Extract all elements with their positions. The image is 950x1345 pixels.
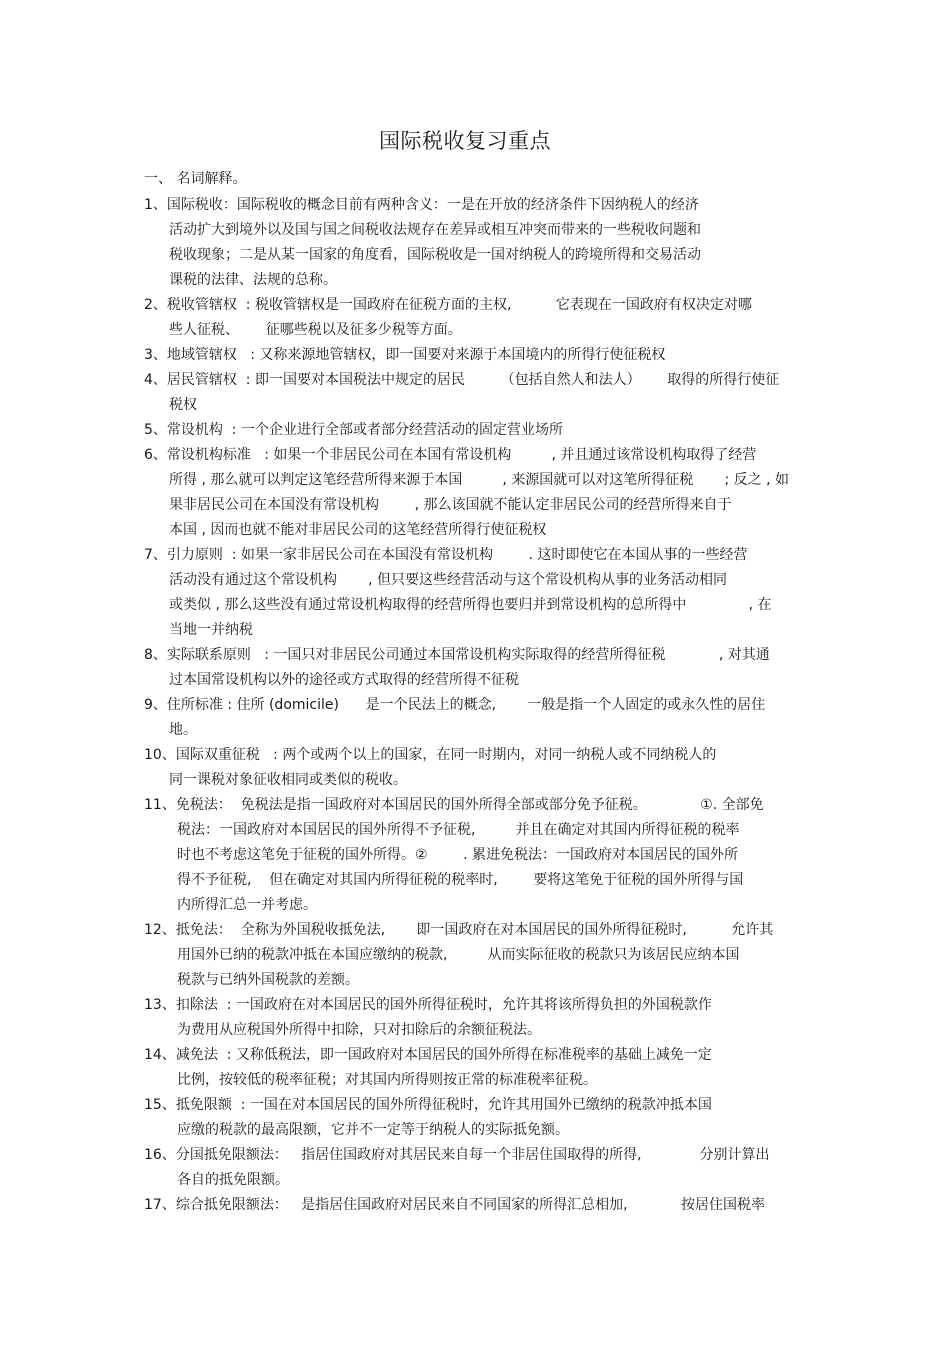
definition-text-line: 得不予征税, 但在确定对其国内所得征税的税率时, 要将这笔免于征税的国外所得与国: [177, 872, 744, 888]
definition-item: [144, 443, 804, 543]
definition-term-line: 7、引力原则 : 如果一家非居民公司在本国没有常设机构 . 这时即使它在本国从事的一些经营: [144, 547, 748, 563]
definition-term-line: 8、实际联系原则 : 一国只对非居民公司通过本国常设机构实际取得的经营所得征税 , 对其通: [144, 647, 770, 663]
definition-term-line: 4、居民管辖权 : 即一国要对本国税法中规定的居民 （包括自然人和法人） 取得的所得行使征: [144, 372, 780, 388]
definition-term-line: 11、免税法： 免税法是指一国政府对本国居民的国外所得全部或部分免予征税。 ①. 全部免: [144, 797, 764, 813]
definition-text-line: 活动扩大到境外以及国与国之间税收法规存在差异或相互冲突而带来的一些税收问题和: [169, 222, 701, 238]
section-heading: 一、 名词解释。: [144, 171, 247, 187]
definition-term-line: 1、国际税收：国际税收的概念目前有两种含义：一是在开放的经济条件下因纳税人的经济: [144, 197, 699, 213]
definition-item: [144, 1143, 804, 1193]
definition-item: [144, 743, 804, 793]
definition-term-line: 17、综合抵免限额法： 是指居住国政府对居民来自不同国家的所得汇总相加, 按居住国税率: [144, 1197, 766, 1213]
definition-item: [144, 1043, 804, 1093]
definition-item: [144, 1093, 804, 1143]
definition-text-line: 税权: [169, 397, 197, 413]
definition-text-line: 用国外已纳的税款冲抵在本国应缴纳的税款, 从而实际征收的税款只为该居民应纳本国: [177, 947, 740, 963]
document-title: 国际税收复习重点: [379, 129, 551, 153]
definition-term-line: 10、国际双重征税 : 两个或两个以上的国家，在同一时期内，对同一纳税人或不同纳税人的: [144, 747, 717, 763]
definition-text-line: 应缴的税款的最高限额，它并不一定等于纳税人的实际抵免额。: [177, 1122, 569, 1138]
definition-text-line: 为费用从应税国外所得中扣除，只对扣除后的余额征税法。: [177, 1022, 541, 1038]
definition-term-line: 9、住所标准 : 住所 (domicile) 是一个民法上的概念, 一般是指一个人固定的或永久性的居住: [144, 697, 766, 713]
definition-item: [144, 368, 804, 418]
definition-term-line: 12、抵免法： 全称为外国税收抵免法, 即一国政府在对本国居民的国外所得征税时, 允许其: [144, 922, 774, 938]
definition-text-line: 时也不考虑这笔免于征税的国外所得。② . 累进免税法：一国政府对本国居民的国外所: [177, 847, 739, 863]
definition-text-line: 税款与已纳外国税款的差额。: [177, 972, 359, 988]
definition-item: [144, 343, 804, 368]
definition-term-line: 16、分国抵免限额法： 指居住国政府对其居民来自每一个非居住国取得的所得, 分别计算出: [144, 1147, 770, 1163]
definition-item: [144, 293, 804, 343]
definition-item: [144, 918, 804, 993]
definition-term-line: 3、地域管辖权 : 又称来源地管辖权，即一国要对来源于本国境内的所得行使征税权: [144, 347, 666, 363]
definition-text-line: 当地一并纳税: [169, 622, 253, 638]
definition-term-line: 5、常设机构 : 一个企业进行全部或者部分经营活动的固定营业场所: [144, 422, 563, 438]
definition-term-line: 13、扣除法 : 一国政府在对本国居民的国外所得征税时，允许其将该所得负担的外国税款作: [144, 997, 712, 1013]
definition-text-line: 税收现象；二是从某一国家的角度看，国际税收是一国对纳税人的跨境所得和交易活动: [169, 247, 701, 263]
definition-text-line: 或类似 , 那么这些没有通过常设机构取得的经营所得也要归并到常设机构的总所得中 , 在: [169, 597, 772, 613]
definition-text-line: 内所得汇总一并考虑。: [177, 897, 317, 913]
definition-text-line: 税法：一国政府对本国居民的国外所得不予征税, 并且在确定对其国内所得征税的税率: [177, 822, 740, 838]
definition-text-line: 果非居民公司在本国没有常设机构 , 那么该国就不能认定非居民公司的经营所得来自于: [169, 497, 732, 513]
definition-text-line: 地。: [169, 722, 197, 738]
definition-text-line: 过本国常设机构以外的途径或方式取得的经营所得不征税: [169, 672, 519, 688]
definition-text-line: 所得 , 那么就可以判定这笔经营所得来源于本国 , 来源国就可以对这笔所得征税 ; 反之 , 如: [169, 472, 789, 488]
definition-item: [144, 1193, 804, 1218]
definition-text-line: 比例，按较低的税率征税；对其国内所得则按正常的标准税率征税。: [177, 1072, 597, 1088]
definition-item: [144, 193, 804, 293]
definition-text-line: 课税的法律、法规的总称。: [169, 272, 337, 288]
definition-item: [144, 418, 804, 443]
definition-item: [144, 793, 804, 918]
definition-term-line: 15、抵免限额 : 一国在对本国居民的国外所得征税时，允许其用国外已缴纳的税款冲抵本国: [144, 1097, 712, 1113]
definition-term-line: 6、常设机构标准 : 如果一个非居民公司在本国有常设机构 , 并且通过该常设机构取得了经营: [144, 447, 757, 463]
definition-text-line: 活动没有通过这个常设机构 , 但只要这些经营活动与这个常设机构从事的业务活动相同: [169, 572, 728, 588]
definition-term-line: 2、税收管辖权 : 税收管辖权是一国政府在征税方面的主权, 它表现在一国政府有权决定对哪: [144, 297, 752, 313]
definition-text-line: 本国 , 因而也就不能对非居民公司的这笔经营所得行使征税权: [169, 522, 547, 538]
definition-text-line: 同一课税对象征收相同或类似的税收。: [169, 772, 407, 788]
definition-item: [144, 993, 804, 1043]
definition-text-line: 些人征税、 征哪些税以及征多少税等方面。: [169, 322, 462, 338]
definition-item: [144, 543, 804, 643]
definition-item: [144, 693, 804, 743]
definition-item: [144, 643, 804, 693]
definition-term-line: 14、减免法 : 又称低税法，即一国政府对本国居民的国外所得在标准税率的基础上减免一定: [144, 1047, 712, 1063]
definition-text-line: 各自的抵免限额。: [177, 1172, 289, 1188]
